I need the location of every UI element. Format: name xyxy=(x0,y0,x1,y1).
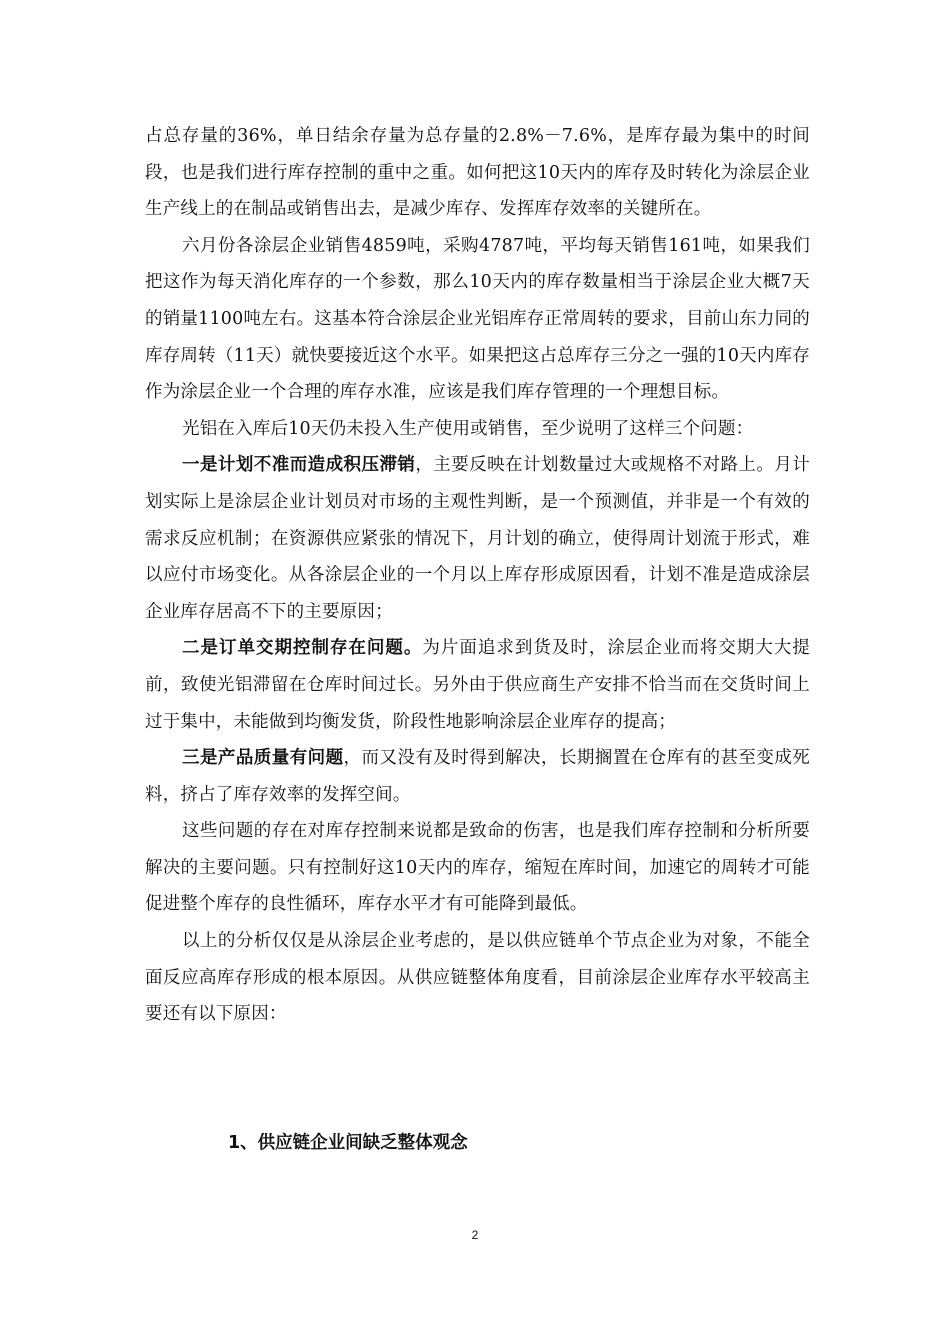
paragraph-text: 以上的分析仅仅是从涂层企业考虑的，是以供应链单个节点企业为对象，不能全面反应高库存形成的根本原因。从供应链整体角度看，目前涂层企业库存水平较高主要还有以下原因： xyxy=(145,931,810,1025)
paragraph-three-problems-intro xyxy=(145,411,810,448)
paragraph-continuation xyxy=(145,118,810,228)
paragraph-text: ，主要反映在计划数量过大或规格不对路上。月计划实际上是涂层企业计划员对市场的主观性判断，是一个预测值，并非是一个有效的需求反应机制；在资源供应紧张的情况下，月计划的确立，使得周计划流于形式，难以应付市场变化。从各涂层企业的一个月以上库存形成原因看，计划不准是造成涂层企业库存居高不下的主要原因； xyxy=(145,455,810,622)
paragraph-supply-chain-view xyxy=(145,923,810,1033)
paragraph-problems-impact xyxy=(145,813,810,923)
paragraph-problem-two xyxy=(145,630,810,740)
section-heading: 1、供应链企业间缺乏整体观念 xyxy=(228,1133,468,1153)
paragraph-text: 这些问题的存在对库存控制来说都是致命的伤害，也是我们库存控制和分析所要解决的主要问题。只有控制好这10天内的库存，缩短在库时间，加速它的周转才可能促进整个库存的良性循环，库存水平才有可能降到最低。 xyxy=(145,821,810,915)
paragraph-lead-bold: 二是订单交期控制存在问题。 xyxy=(182,638,423,659)
paragraph-problem-one xyxy=(145,447,810,630)
paragraph-june-sales xyxy=(145,228,810,411)
body-text xyxy=(145,118,810,1033)
paragraph-lead-bold: 三是产品质量有问题 xyxy=(182,748,344,769)
paragraph-problem-three xyxy=(145,740,810,813)
paragraph-lead-bold: 一是计划不准而造成积压滞销 xyxy=(182,455,416,476)
page-number: 2 xyxy=(471,1228,479,1242)
paragraph-text: 光铝在入库后10天仍未投入生产使用或销售，至少说明了这样三个问题： xyxy=(182,418,754,439)
paragraph-text: 为片面追求到货及时，涂层企业而将交期大大提前，致使光铝滞留在仓库时间过长。另外由于供应商生产安排不恰当而在交货时间上过于集中，未能做到均衡发货，阶段性地影响涂层企业库存的提高； xyxy=(145,638,810,732)
paragraph-text: 六月份各涂层企业销售4859吨，采购4787吨，平均每天销售161吨，如果我们把这作为每天消化库存的一个参数，那么10天内的库存数量相当于涂层企业大概7天的销量1100吨左右。这基本符合涂层企业光铝库存正常周转的要求，目前山东力同的库存周转（11天）就快要接近这个水平。如果把这占总库存三分之一强的10天内库存作为涂层企业一个合理的库存水准，应该是我们库存管理的一个理想目标。 xyxy=(145,235,810,403)
paragraph-text: 占总存量的36%，单日结余存量为总存量的2.8%－7.6%，是库存最为集中的时间段，也是我们进行库存控制的重中之重。如何把这10天内的库存及时转化为涂层企业生产线上的在制品或销售出去，是减少库存、发挥库存效率的关键所在。 xyxy=(145,126,810,220)
paragraph-text: ，而又没有及时得到解决，长期搁置在仓库有的甚至变成死料，挤占了库存效率的发挥空间。 xyxy=(145,748,810,805)
